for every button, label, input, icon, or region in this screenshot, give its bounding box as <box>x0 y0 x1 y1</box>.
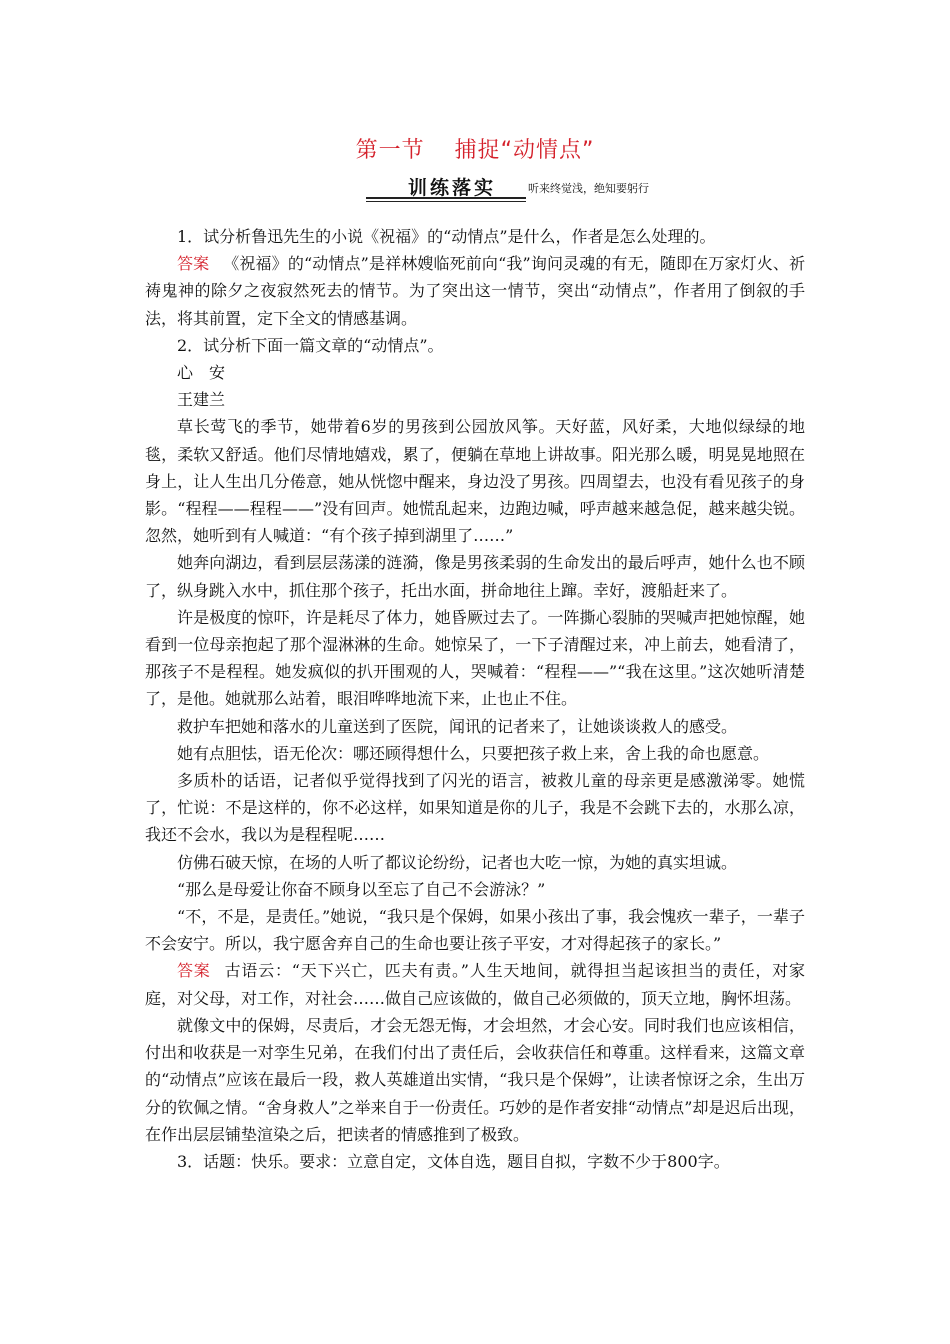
article-paragraph: 救护车把她和落水的儿童送到了医院，闻讯的记者来了，让她谈谈救人的感受。 <box>177 716 738 736</box>
banner-underline-thin <box>366 201 526 202</box>
practice-banner <box>366 173 666 201</box>
answer-label: 答案 <box>177 961 211 981</box>
article-paragraph: 她奔向湖边，看到层层荡漾的涟漪，像是男孩柔弱的生命发出的最后呼声，她什么也不顾了，纵身跳入水中，抓住那个孩子，托出水面，拼命地往上蹿。幸好，渡船赶来了。 <box>145 553 805 600</box>
article-paragraph: “不，不是，是责任。”她说，“我只是个保姆，如果小孩出了事，我会愧疚一辈子，一辈子不会安宁。所以，我宁愿舍弃自己的生命也要让孩子平安，才对得起孩子的家长。” <box>145 907 805 954</box>
exercise-body <box>145 223 805 1175</box>
answer-1-text: 《祝福》的“动情点”是祥林嫂临死前向“我”询问灵魂的有无，随即在万家灯火、祈祷鬼神的除夕之夜寂然死去的情节。为了突出这一情节，突出“动情点”，作者用了倒叙的手法，将其前置，定下全文的情感基调。 <box>145 254 805 328</box>
article-paragraph: 她有点胆怯，语无伦次：哪还顾得想什么，只要把孩子救上来，舍上我的命也愿意。 <box>177 743 770 763</box>
question-1: 1．试分析鲁迅先生的小说《祝福》的“动情点”是什么，作者是怎么处理的。 <box>177 227 716 246</box>
answer-1 <box>145 250 805 332</box>
article-paragraph: 草长莺飞的季节，她带着6岁的男孩到公园放风筝。天好蓝，风好柔，大地似绿绿的地毯，柔软又舒适。他们尽情地嬉戏，累了，便躺在草地上讲故事。阳光那么暖，明晃晃地照在身上，让人生出几分倦意，她从恍惚中醒来，身边没了男孩。四周望去，也没有看见孩子的身影。“程程——程程——”没有回声。她慌乱起来，边跑边喊，呼声越来越急促，越来越尖锐。忽然，她听到有人喊道：“有个孩子掉到湖里了……” <box>145 417 805 546</box>
article-author: 王建兰 <box>177 390 226 410</box>
answer-label: 答案 <box>177 254 210 274</box>
article-paragraph: 多质朴的话语，记者似乎觉得找到了闪光的语言，被救儿童的母亲更是感激涕零。她慌了，忙说：不是这样的，你不必这样，如果知道是你的儿子，我是不会跳下去的，水那么凉，我还不会水，我以为是程程呢…… <box>145 771 805 845</box>
banner-motto: 听来终觉浅，绝知要躬行 <box>528 182 649 195</box>
answer-2-continued: 就像文中的保姆，尽责后，才会无怨无悔，才会坦然，才会心安。同时我们也应该相信，付出和收获是一对孪生兄弟，在我们付出了责任后，会收获信任和尊重。这样看来，这篇文章的“动情点”应该在最后一段，救人英雄道出实情，“我只是个保姆”，让读者惊讶之余，生出万分的钦佩之情。“舍身救人”之举来自于一份责任。巧妙的是作者安排“动情点”却是迟后出现，在作出层层铺垫渲染之后，把读者的情感推到了极致。 <box>145 1015 805 1144</box>
article-paragraph: 仿佛石破天惊，在场的人听了都议论纷纷，记者也大吃一惊，为她的真实坦诚。 <box>177 852 738 872</box>
banner-heading: 训练落实 <box>408 177 497 199</box>
section-heading: 捕捉“动情点” <box>454 138 595 163</box>
banner-underline <box>366 197 526 199</box>
question-2: 2．试分析下面一篇文章的“动情点”。 <box>177 335 444 355</box>
section-title <box>0 133 950 164</box>
answer-2-text: 古语云：“天下兴亡，匹夫有责。”人生天地间，就得担当起该担当的责任，对家庭，对父母，对工作，对社会……做自己应该做的，做自己必须做的，顶天立地，胸怀坦荡。 <box>145 961 805 1008</box>
question-3: 3．话题：快乐。要求：立意自定，文体自选，题目自拟，字数不少于800字。 <box>177 1151 730 1171</box>
answer-2 <box>145 957 805 1011</box>
article-title: 心 安 <box>177 363 226 383</box>
article-paragraph: “那么是母爱让你奋不顾身以至忘了自己不会游泳？” <box>177 879 546 899</box>
article-paragraph: 许是极度的惊吓，许是耗尽了体力，她昏厥过去了。一阵撕心裂肺的哭喊声把她惊醒，她看到一位母亲抱起了那个湿淋淋的生命。她惊呆了，一下子清醒过来，冲上前去，她看清了，那孩子不是程程。她发疯似的扒开围观的人，哭喊着：“程程——”“我在这里。”这次她听清楚了，是他。她就那么站着，眼泪哗哗地流下来，止也止不住。 <box>145 607 805 709</box>
section-number: 第一节 <box>355 138 425 163</box>
